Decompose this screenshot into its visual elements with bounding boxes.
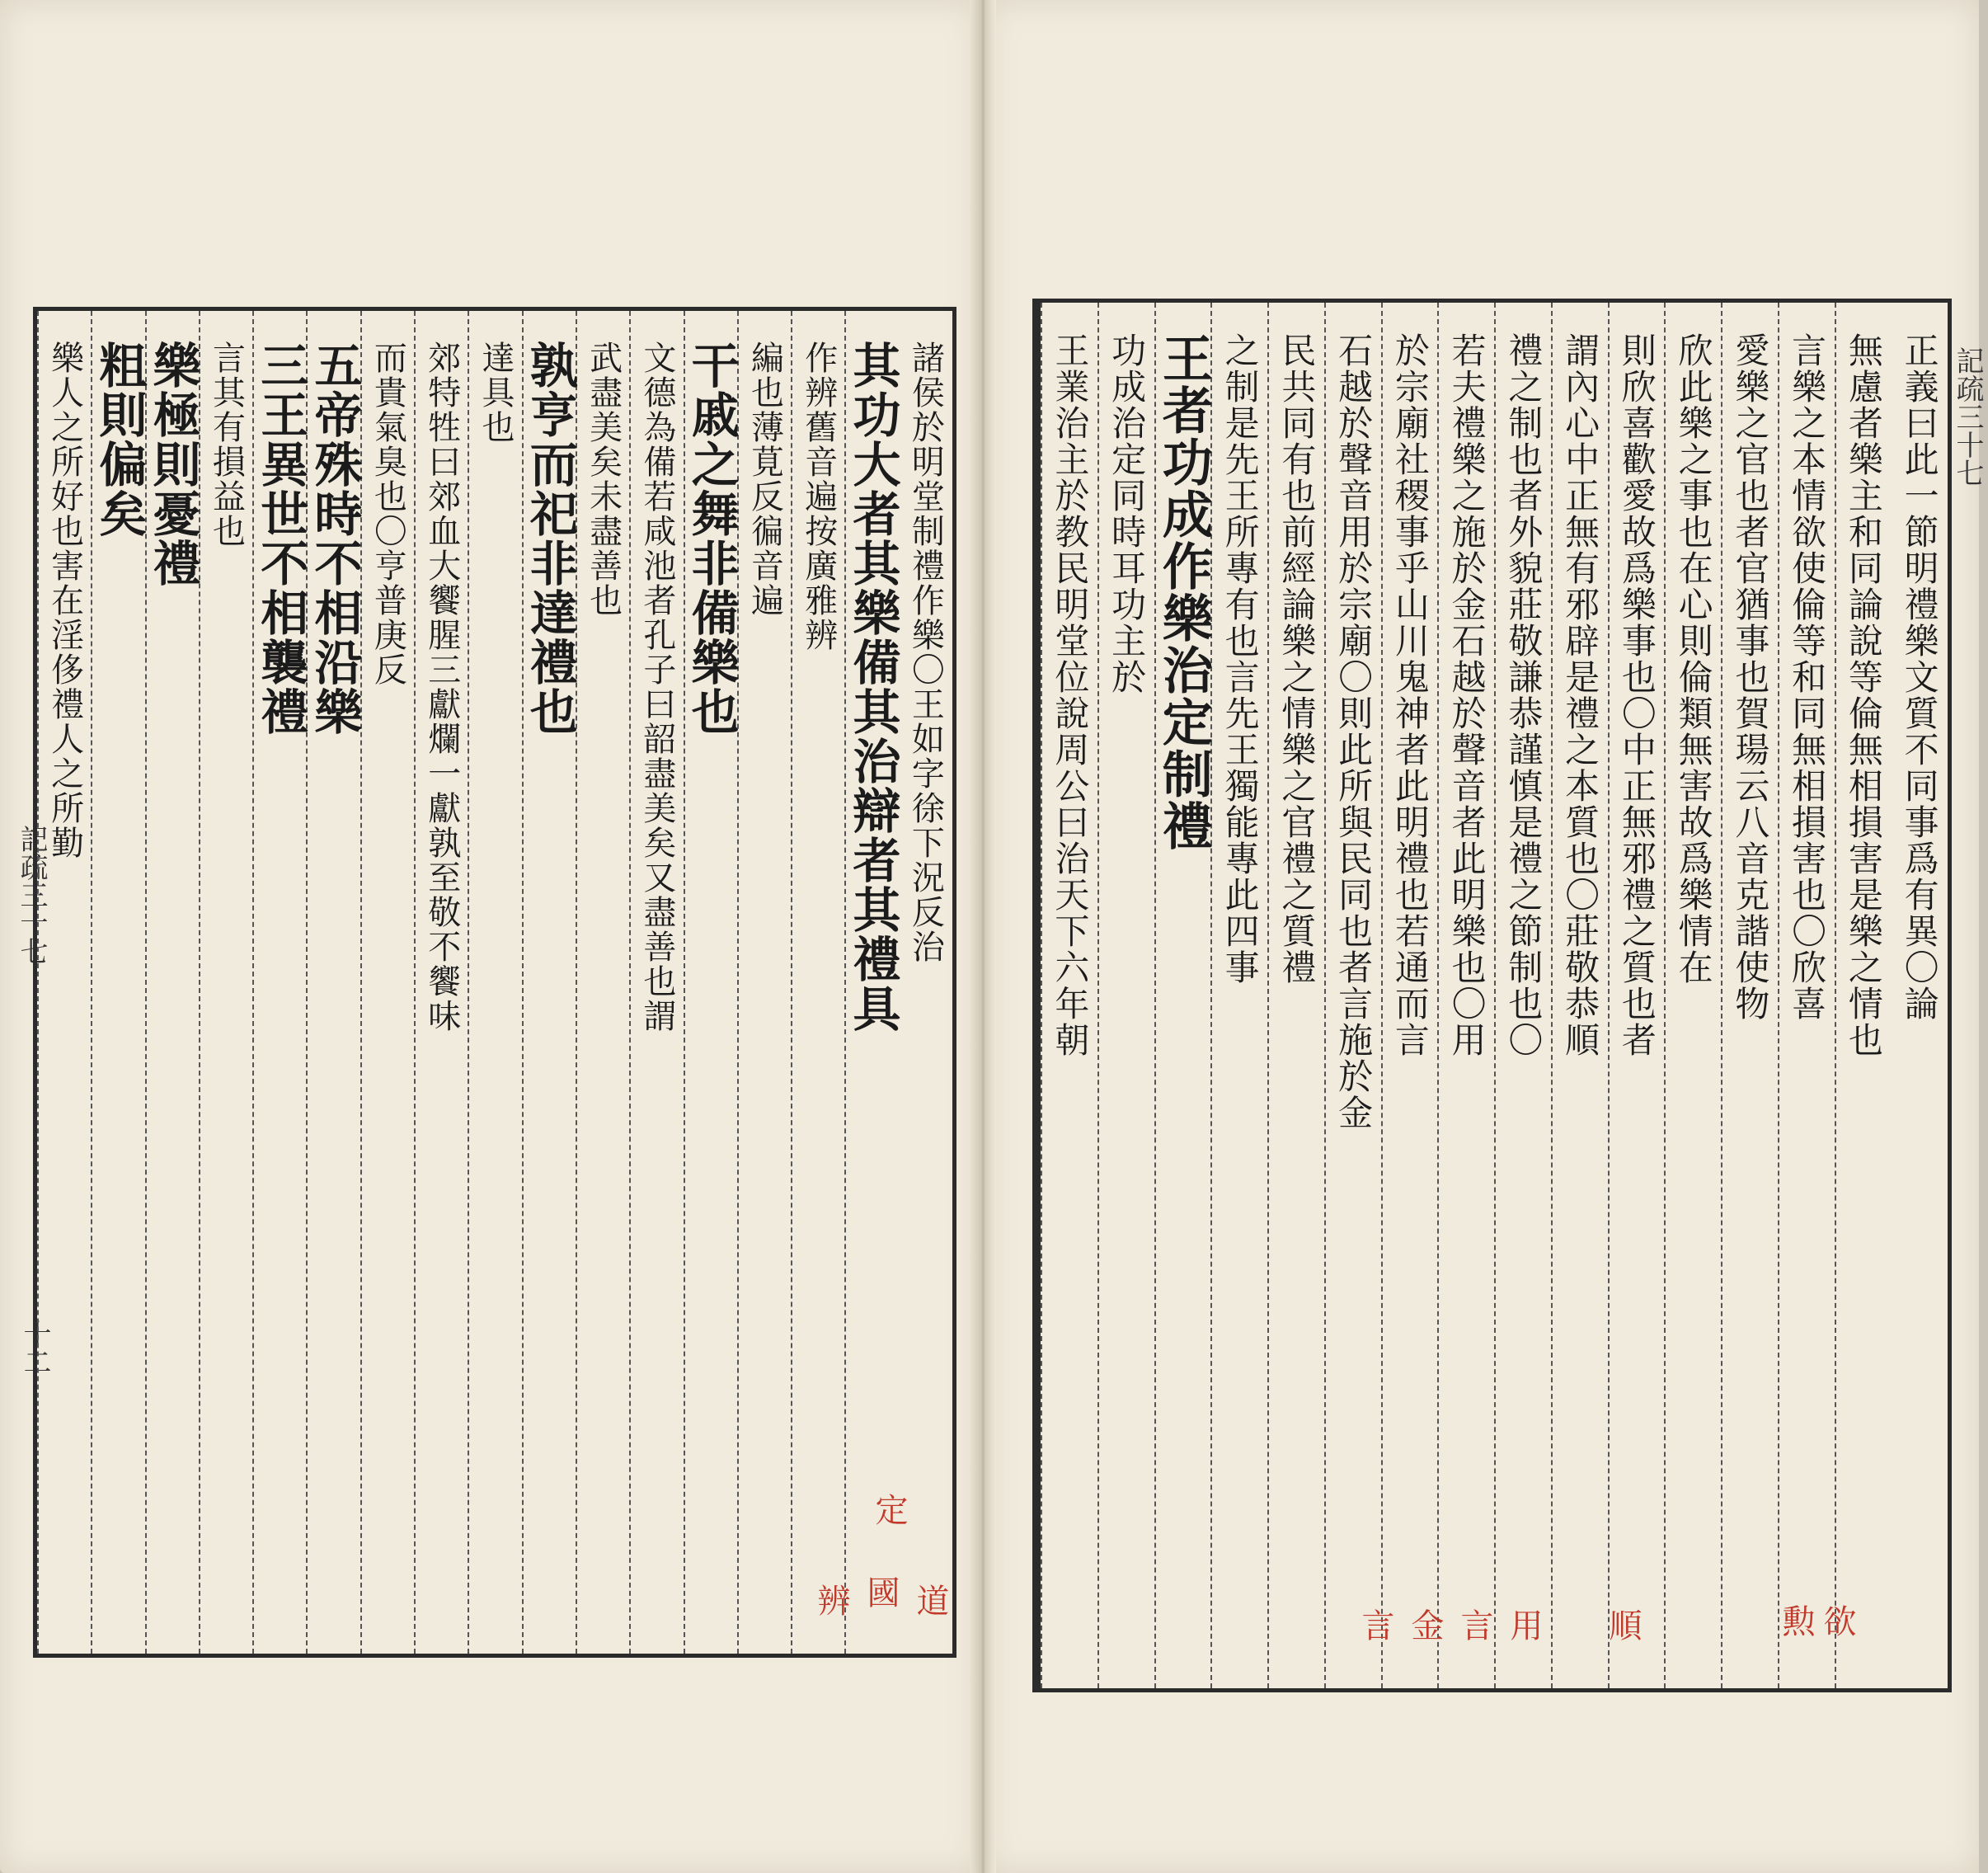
text-column xyxy=(1324,303,1381,1688)
main-text: 王者功成作樂治定制禮 xyxy=(1154,332,1213,852)
text-column xyxy=(1437,303,1494,1688)
commentary-text: 編也薄莧反徧音遍 xyxy=(745,341,784,618)
main-text: 五帝殊時不相沿樂 xyxy=(306,341,363,736)
text-column xyxy=(1664,303,1721,1688)
book-gutter xyxy=(970,0,996,1873)
commentary-text: 欣此樂之事也在心則倫類無害故爲樂情在 xyxy=(1673,332,1714,986)
left-margin-label: 記疏三十七 xyxy=(15,825,48,965)
red-note: 辨 xyxy=(812,1584,850,1617)
commentary-text: 郊特牲曰郊血大饗腥三獻爛一獻孰至敬不饗味 xyxy=(422,341,461,1033)
commentary-text: 於宗廟社稷事乎山川鬼神者此明禮也若通而言 xyxy=(1389,332,1431,1058)
commentary-text: 禮之制也者外貌莊敬謙恭謹慎是禮之節制也〇 xyxy=(1503,332,1544,1058)
right-text-frame xyxy=(1032,299,1952,1692)
main-text: 其功大者其樂備其治辯者其禮具 xyxy=(844,341,901,1033)
text-column xyxy=(1608,303,1665,1688)
text-column xyxy=(37,311,91,1654)
main-text: 粗則偏矣 xyxy=(91,341,148,539)
right-margin-label: 記疏三十七 xyxy=(1951,346,1984,487)
text-column xyxy=(1721,303,1778,1688)
text-column xyxy=(306,311,363,1654)
commentary-text: 而貴氣臭也〇亨普庚反 xyxy=(369,341,407,687)
main-text: 三王異世不相襲禮 xyxy=(252,341,309,736)
text-column xyxy=(360,311,414,1654)
text-column xyxy=(252,311,309,1654)
text-column xyxy=(1835,303,1892,1688)
commentary-text: 無慮者樂主和同論說等倫無相損害是樂之情也 xyxy=(1843,332,1884,1058)
commentary-text: 功成治定同時耳功主於 xyxy=(1107,332,1148,695)
red-note: 道 xyxy=(911,1584,949,1617)
red-note: 勲 xyxy=(1777,1604,1815,1637)
commentary-text: 作辨舊音遍按廣雅辨 xyxy=(799,341,838,652)
text-column xyxy=(1210,303,1267,1688)
text-column xyxy=(1551,303,1608,1688)
text-column xyxy=(844,311,901,1654)
commentary-text: 則欣喜歡愛故爲樂事也〇中正無邪禮之質也者 xyxy=(1616,332,1657,1058)
text-column xyxy=(91,311,148,1654)
text-column xyxy=(522,311,576,1654)
main-text: 樂極則憂禮 xyxy=(144,341,201,588)
commentary-text: 石越於聲音用於宗廟〇則此所與民同也者言施於金 xyxy=(1333,332,1375,1131)
text-column xyxy=(899,311,952,1654)
main-text: 孰亨而祀非達禮也 xyxy=(521,341,578,736)
red-note: 言 xyxy=(1455,1608,1493,1641)
red-note: 言 xyxy=(1356,1608,1394,1641)
text-column xyxy=(737,311,791,1654)
commentary-text: 之制是先王所專有也言先王獨能專此四事 xyxy=(1220,332,1261,986)
text-column xyxy=(1778,303,1835,1688)
commentary-text: 正義曰此一節明禮樂文質不同事爲有異〇論 xyxy=(1899,332,1940,1022)
commentary-text: 樂人之所好也害在淫侈禮人之所勤 xyxy=(45,341,84,860)
text-column xyxy=(414,311,468,1654)
commentary-text: 達具也 xyxy=(476,341,515,445)
red-note: 欲 xyxy=(1818,1604,1856,1637)
red-note: 定 xyxy=(870,1493,908,1526)
text-column xyxy=(791,311,844,1654)
commentary-text: 若夫禮樂之施於金石越於聲音者此明樂也〇用 xyxy=(1446,332,1487,1058)
commentary-text: 言其有損益也 xyxy=(207,341,246,548)
text-column xyxy=(1381,303,1438,1688)
main-text: 干戚之舞非備樂也 xyxy=(683,341,740,736)
commentary-text: 諸侯於明堂制禮作樂〇王如字徐下況反治 xyxy=(906,341,945,964)
text-column xyxy=(1154,303,1211,1688)
text-column xyxy=(145,311,199,1654)
text-column xyxy=(1891,303,1948,1688)
text-column xyxy=(629,311,683,1654)
left-text-frame xyxy=(33,307,956,1658)
commentary-text: 愛樂之官也者官猶事也賀瑒云八音克諧使物 xyxy=(1730,332,1771,1022)
commentary-text: 言樂之本情欲使倫等和同無相損害也〇欣喜 xyxy=(1787,332,1828,1022)
commentary-text: 王業治主於教民明堂位說周公曰治天下六年朝 xyxy=(1050,332,1091,1058)
commentary-text: 謂內心中正無有邪辟是禮之本質也〇莊敬恭順 xyxy=(1560,332,1601,1058)
text-column xyxy=(1494,303,1551,1688)
red-note: 金 xyxy=(1406,1608,1444,1641)
text-column xyxy=(199,311,252,1654)
commentary-text: 武盡美矣未盡善也 xyxy=(584,341,623,618)
text-column xyxy=(1097,303,1154,1688)
text-column xyxy=(1267,303,1324,1688)
red-note: 用 xyxy=(1505,1608,1543,1641)
text-column xyxy=(683,311,740,1654)
text-column xyxy=(468,311,521,1654)
red-note: 國 xyxy=(862,1575,900,1608)
commentary-text: 文德為備若咸池者孔子曰韶盡美矣又盡善也謂 xyxy=(637,341,676,1033)
left-folio-number: 十二 xyxy=(18,1320,51,1376)
red-note: 順 xyxy=(1604,1608,1642,1641)
text-column xyxy=(1041,303,1097,1688)
commentary-text: 民共同有也前經論樂之情樂之官禮之質禮 xyxy=(1276,332,1318,986)
text-column xyxy=(576,311,629,1654)
